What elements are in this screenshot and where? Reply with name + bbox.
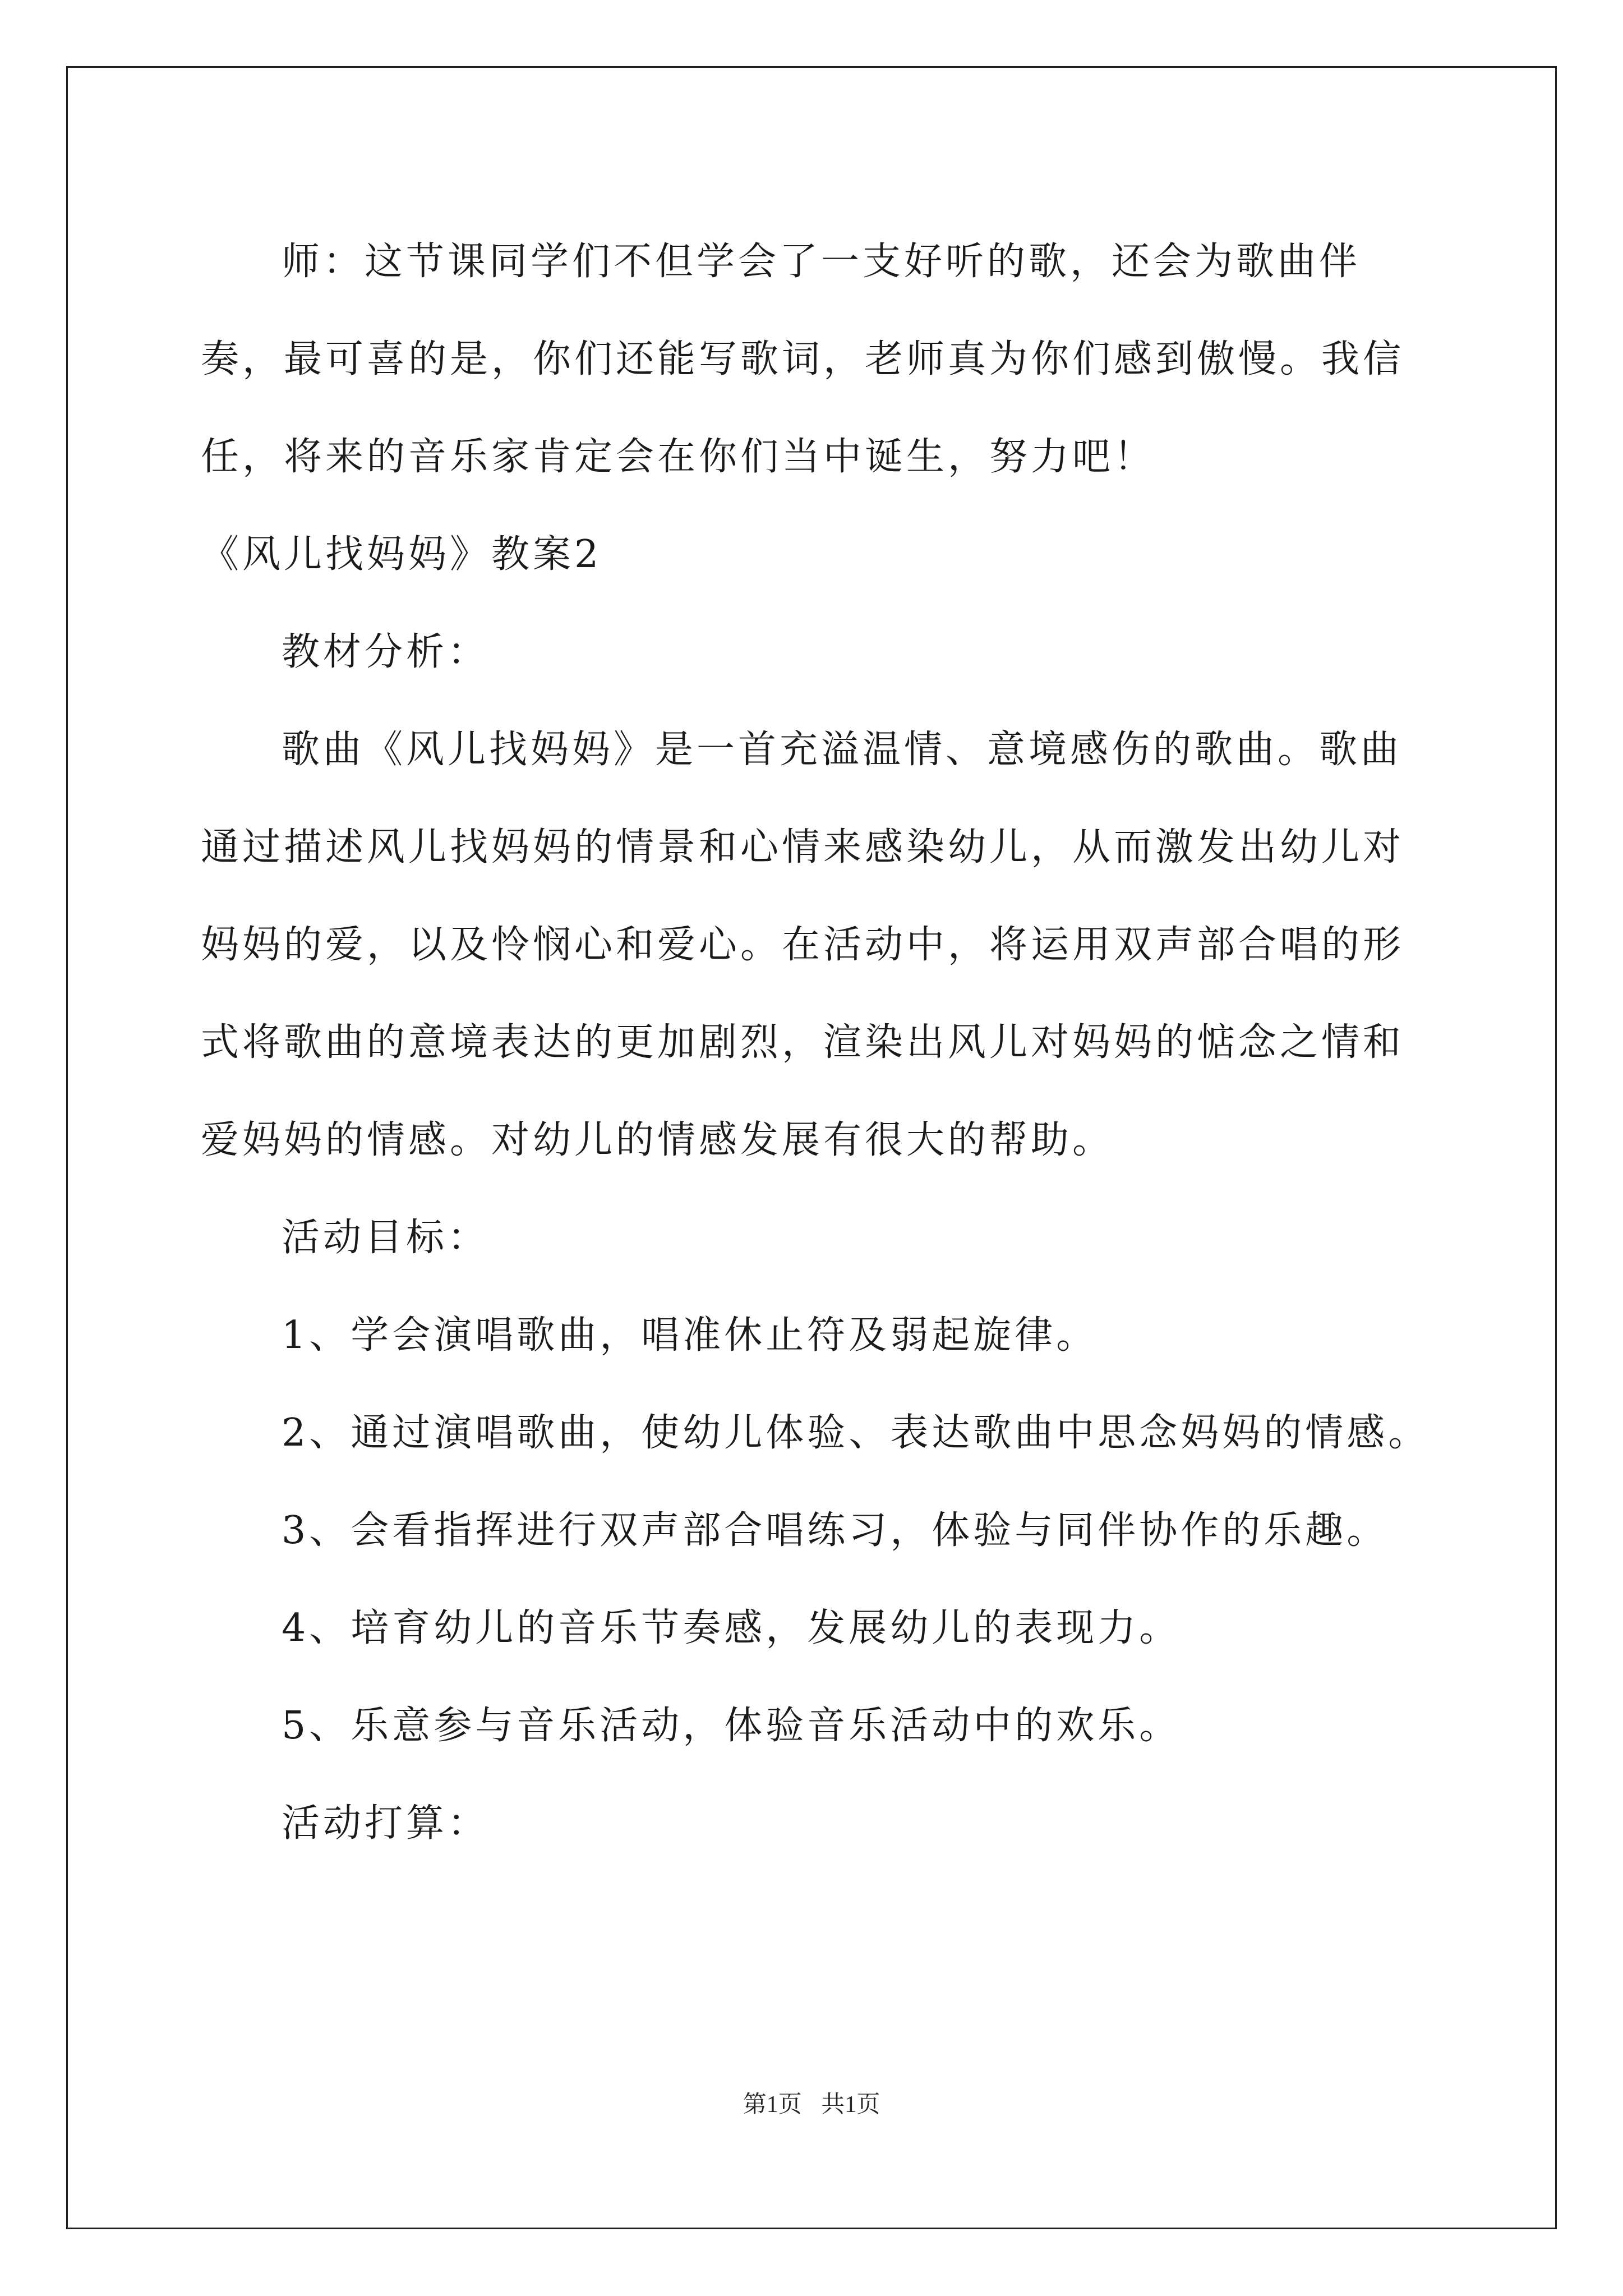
paragraph-closing-remarks: 师：这节课同学们不但学会了一支好听的歌，还会为歌曲伴奏，最可喜的是，你们还能写歌词，老师真为你们感到傲慢。我信任，将来的音乐家肯定会在你们当中诞生，努力吧！	[201, 240, 1405, 479]
goal-item: 2、通过演唱歌曲，使幼儿体验、表达歌曲中思念妈妈的情感。	[282, 1411, 1430, 1455]
section-title: 《风儿找妈妈》教案2	[201, 532, 602, 577]
goal-item: 1、学会演唱歌曲，唱准休止符及弱起旋律。	[282, 1313, 1098, 1358]
goal-item: 3、会看指挥进行双声部合唱练习，体验与同伴协作的乐趣。	[282, 1508, 1389, 1553]
heading-material-analysis: 教材分析：	[282, 630, 490, 674]
goal-item: 4、培育幼儿的音乐节奏感，发展幼儿的表现力。	[282, 1606, 1181, 1650]
paragraph-material-analysis: 歌曲《风儿找妈妈》是一首充溢温情、意境感伤的歌曲。歌曲通过描述风儿找妈妈的情景和心情来感染幼儿，从而激发出幼儿对妈妈的爱，以及怜悯心和爱心。在活动中，将运用双声部合唱的形式将歌曲的意境表达的更加剧烈，渲染出风儿对妈妈的惦念之情和爱妈妈的情感。对幼儿的情感发展有很大的帮助。	[201, 728, 1405, 1162]
document-body	[201, 213, 1435, 1872]
page-total: 共1页	[821, 2092, 880, 2118]
goal-item: 5、乐意参与音乐活动，体验音乐活动中的欢乐。	[282, 1704, 1181, 1748]
heading-activity-plan: 活动打算：	[282, 1801, 490, 1846]
heading-activity-goals: 活动目标：	[282, 1216, 490, 1260]
page-footer	[0, 2086, 1623, 2119]
page-number: 第1页	[743, 2092, 802, 2118]
